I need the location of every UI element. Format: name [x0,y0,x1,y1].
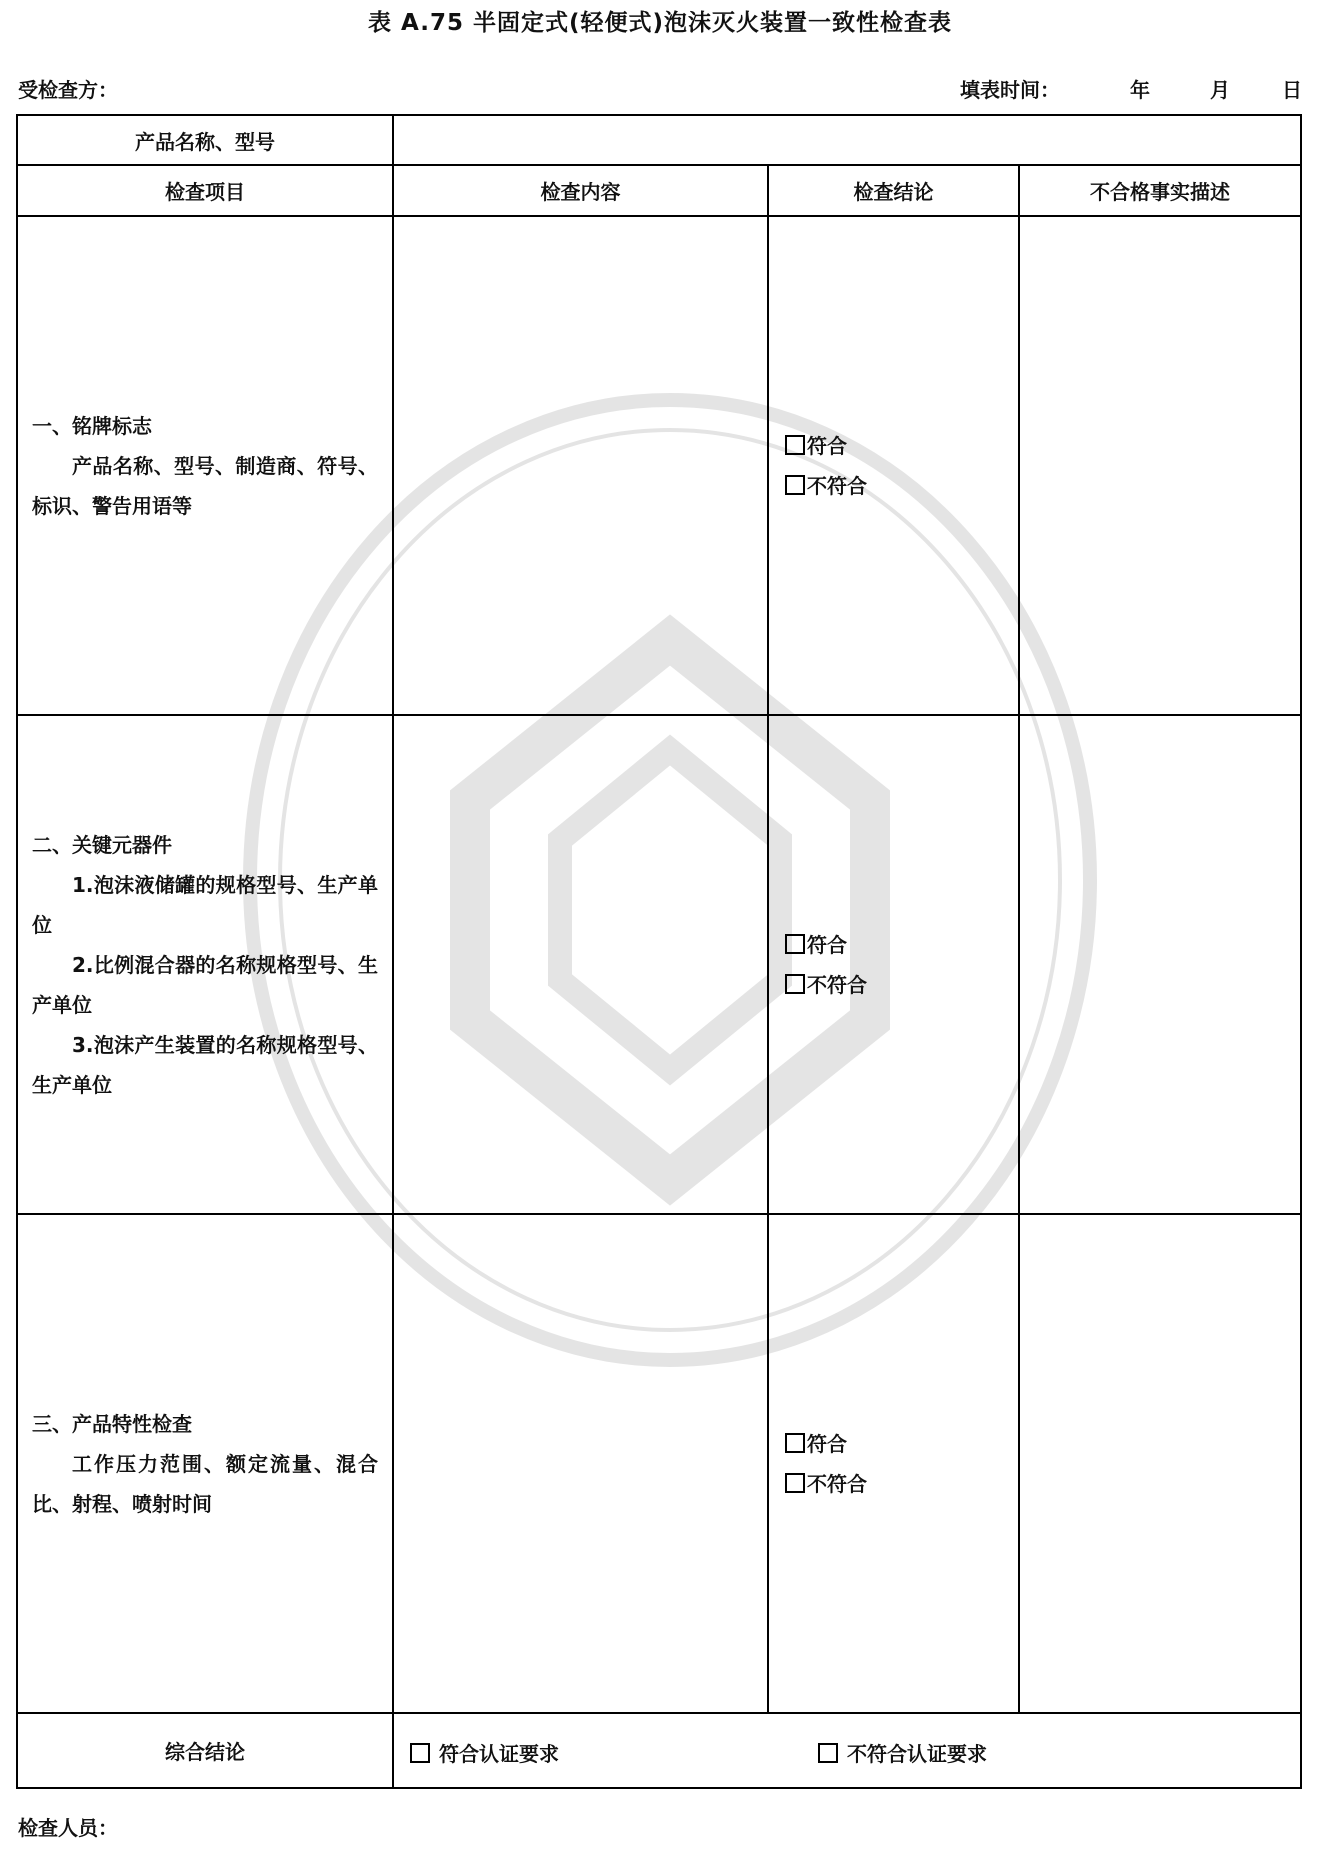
inspected-party-label: 受检查方： [18,78,118,102]
inspector-label: 检查人员： [18,1816,118,1840]
checkbox-icon [785,934,805,954]
item-cell [17,715,393,1214]
nonconformity-field[interactable] [1019,715,1301,1214]
pass-checkbox[interactable]: 符合 [785,426,1018,466]
table-row [17,1214,1301,1713]
header-content: 检查内容 [393,165,768,216]
pass-checkbox[interactable]: 符合 [785,1424,1018,1464]
fill-time-year: 年 [1130,78,1150,102]
item-cell [17,1214,393,1713]
conclusion-cell [768,1214,1019,1713]
header-nonconformity: 不合格事实描述 [1019,165,1301,216]
overall-conclusion-label: 综合结论 [17,1713,393,1788]
item-line: 工作压力范围、额定流量、混合比、射程、喷射时间 [32,1451,378,1516]
item-title: 一、铭牌标志 [32,413,152,438]
conclusion-cell [768,715,1019,1214]
pass-checkbox[interactable]: 符合 [785,925,1018,965]
item-line: 3.泡沫产生装置的名称规格型号、生产单位 [32,1032,378,1097]
fill-time-month: 月 [1210,78,1230,102]
inspection-table [16,114,1302,1789]
item-line: 2.比例混合器的名称规格型号、生产单位 [32,952,378,1017]
item-line: 1.泡沫液储罐的规格型号、生产单位 [32,872,378,937]
overall-conclusion-cell [393,1713,1301,1788]
conclusion-pass-checkbox[interactable]: 符合认证要求 [410,1738,559,1767]
conclusion-fail-checkbox[interactable]: 不符合认证要求 [818,1738,987,1767]
product-name-field[interactable] [393,115,1301,165]
fill-time-label: 填表时间： [960,78,1060,102]
document-title: 表 A.75 半固定式(轻便式)泡沫灭火装置一致性检查表 [367,10,952,36]
header-conclusion: 检查结论 [768,165,1019,216]
table-row [17,216,1301,715]
content-field[interactable] [393,715,768,1214]
content-field[interactable] [393,216,768,715]
product-name-label: 产品名称、型号 [17,115,393,165]
checkbox-icon [785,1433,805,1453]
nonconformity-field[interactable] [1019,216,1301,715]
header-item: 检查项目 [17,165,393,216]
checkbox-icon [785,1473,805,1493]
checkbox-icon [410,1743,430,1763]
checkbox-icon [785,475,805,495]
table-row [17,715,1301,1214]
item-title: 三、产品特性检查 [32,1411,192,1436]
fail-checkbox[interactable]: 不符合 [785,965,1018,1005]
fill-time-day: 日 [1282,78,1302,102]
item-line: 产品名称、型号、制造商、符号、标识、警告用语等 [32,453,378,518]
conclusion-cell [768,216,1019,715]
item-title: 二、关键元器件 [32,832,172,857]
checkbox-icon [785,435,805,455]
fail-checkbox[interactable]: 不符合 [785,466,1018,506]
nonconformity-field[interactable] [1019,1214,1301,1713]
content-field[interactable] [393,1214,768,1713]
fail-checkbox[interactable]: 不符合 [785,1464,1018,1504]
checkbox-icon [785,974,805,994]
checkbox-icon [818,1743,838,1763]
item-cell [17,216,393,715]
